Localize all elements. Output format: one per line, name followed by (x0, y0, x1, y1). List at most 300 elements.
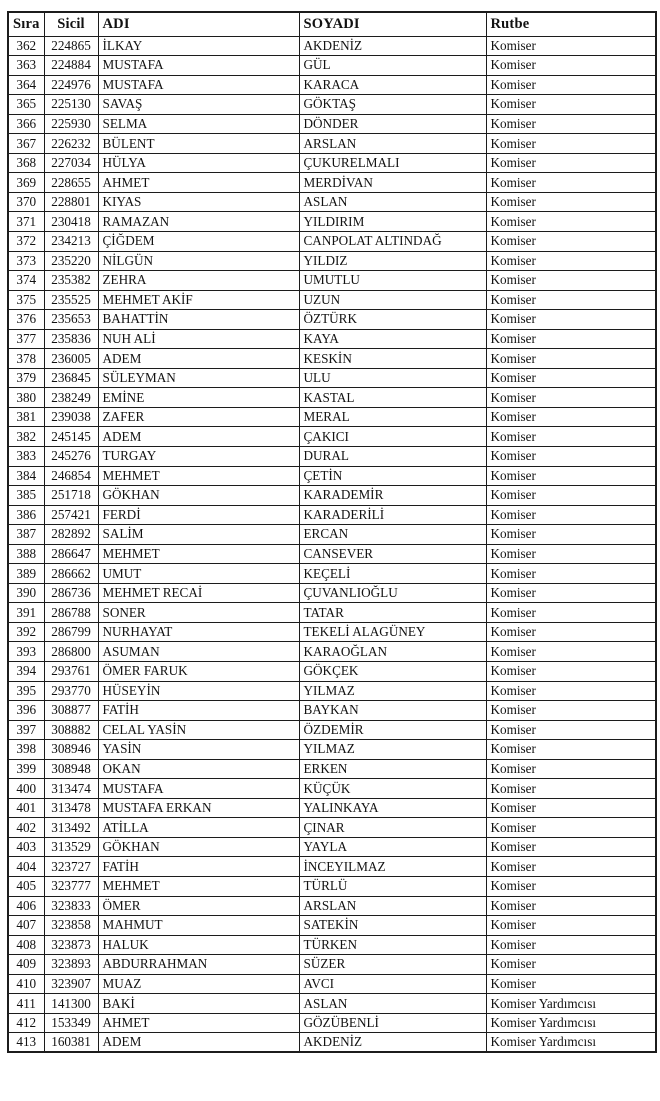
cell-adi: NURHAYAT (98, 622, 299, 642)
table-row (8, 466, 656, 486)
cell-rutbe: Komiser Yardımcısı (486, 1033, 656, 1053)
cell-rutbe: Komiser (486, 251, 656, 271)
cell-sicil: 235525 (44, 290, 98, 310)
cell-rutbe: Komiser (486, 388, 656, 408)
table-row (8, 486, 656, 506)
cell-sicil: 225130 (44, 95, 98, 115)
cell-soyadi: ERKEN (299, 759, 486, 779)
table-row (8, 231, 656, 251)
cell-sicil: 286647 (44, 544, 98, 564)
table-row (8, 251, 656, 271)
cell-adi: ÖMER (98, 896, 299, 916)
cell-soyadi: AKDENİZ (299, 36, 486, 56)
cell-rutbe: Komiser (486, 192, 656, 212)
cell-sicil: 227034 (44, 153, 98, 173)
cell-soyadi: DURAL (299, 446, 486, 466)
cell-adi: UMUT (98, 564, 299, 584)
cell-sira: 372 (8, 231, 44, 251)
cell-rutbe: Komiser (486, 720, 656, 740)
cell-soyadi: ÇUVANLIOĞLU (299, 583, 486, 603)
cell-soyadi: SÜZER (299, 955, 486, 975)
table-row (8, 446, 656, 466)
table-row (8, 1013, 656, 1033)
cell-adi: BÜLENT (98, 134, 299, 154)
column-header-4: Rutbe (486, 12, 656, 36)
table-row (8, 896, 656, 916)
cell-rutbe: Komiser Yardımcısı (486, 994, 656, 1014)
column-header-0: Sıra (8, 12, 44, 36)
cell-sicil: 257421 (44, 505, 98, 525)
table-row (8, 564, 656, 584)
cell-rutbe: Komiser (486, 583, 656, 603)
column-header-2: ADI (98, 12, 299, 36)
cell-adi: SELMA (98, 114, 299, 134)
cell-sira: 399 (8, 759, 44, 779)
cell-sira: 378 (8, 349, 44, 369)
cell-soyadi: CANPOLAT ALTINDAĞ (299, 231, 486, 251)
cell-sicil: 323907 (44, 974, 98, 994)
cell-sira: 366 (8, 114, 44, 134)
cell-adi: SONER (98, 603, 299, 623)
cell-sira: 362 (8, 36, 44, 56)
cell-soyadi: MERAL (299, 407, 486, 427)
cell-soyadi: ÇUKURELMALI (299, 153, 486, 173)
cell-adi: HALUK (98, 935, 299, 955)
cell-sira: 408 (8, 935, 44, 955)
cell-rutbe: Komiser (486, 662, 656, 682)
table-row (8, 388, 656, 408)
cell-rutbe: Komiser (486, 212, 656, 232)
cell-sira: 411 (8, 994, 44, 1014)
cell-rutbe: Komiser (486, 368, 656, 388)
table-row (8, 798, 656, 818)
cell-adi: CELAL YASİN (98, 720, 299, 740)
cell-soyadi: GÜL (299, 56, 486, 76)
table-row (8, 349, 656, 369)
cell-adi: MEHMET (98, 466, 299, 486)
cell-sicil: 236005 (44, 349, 98, 369)
table-row (8, 329, 656, 349)
cell-rutbe: Komiser (486, 407, 656, 427)
cell-rutbe: Komiser (486, 271, 656, 291)
cell-sira: 369 (8, 173, 44, 193)
cell-sira: 380 (8, 388, 44, 408)
cell-adi: GÖKHAN (98, 837, 299, 857)
table-row (8, 114, 656, 134)
cell-soyadi: TATAR (299, 603, 486, 623)
cell-adi: HÜSEYİN (98, 681, 299, 701)
cell-sira: 395 (8, 681, 44, 701)
cell-soyadi: AVCI (299, 974, 486, 994)
cell-soyadi: ERCAN (299, 525, 486, 545)
cell-adi: MUAZ (98, 974, 299, 994)
cell-sicil: 286799 (44, 622, 98, 642)
table-row (8, 310, 656, 330)
cell-rutbe: Komiser (486, 818, 656, 838)
cell-sicil: 245145 (44, 427, 98, 447)
cell-sicil: 286788 (44, 603, 98, 623)
table-row (8, 290, 656, 310)
cell-adi: ZEHRA (98, 271, 299, 291)
cell-soyadi: GÖKTAŞ (299, 95, 486, 115)
cell-adi: MEHMET AKİF (98, 290, 299, 310)
cell-adi: OKAN (98, 759, 299, 779)
cell-rutbe: Komiser (486, 349, 656, 369)
column-header-3: SOYADI (299, 12, 486, 36)
cell-soyadi: KEÇELİ (299, 564, 486, 584)
cell-sira: 390 (8, 583, 44, 603)
cell-adi: ATİLLA (98, 818, 299, 838)
cell-sicil: 230418 (44, 212, 98, 232)
cell-sicil: 246854 (44, 466, 98, 486)
cell-sicil: 308946 (44, 740, 98, 760)
cell-sira: 389 (8, 564, 44, 584)
cell-adi: GÖKHAN (98, 486, 299, 506)
table-row (8, 153, 656, 173)
table-row (8, 407, 656, 427)
cell-sira: 383 (8, 446, 44, 466)
table-row (8, 192, 656, 212)
cell-adi: ADEM (98, 349, 299, 369)
cell-sicil: 308948 (44, 759, 98, 779)
cell-sicil: 245276 (44, 446, 98, 466)
cell-soyadi: SATEKİN (299, 916, 486, 936)
cell-adi: MAHMUT (98, 916, 299, 936)
cell-soyadi: KARACA (299, 75, 486, 95)
personnel-roster-table (7, 11, 657, 1053)
cell-rutbe: Komiser (486, 329, 656, 349)
cell-rutbe: Komiser (486, 505, 656, 525)
cell-soyadi: KAYA (299, 329, 486, 349)
table-row (8, 759, 656, 779)
table-row (8, 271, 656, 291)
cell-adi: SAVAŞ (98, 95, 299, 115)
cell-sicil: 228655 (44, 173, 98, 193)
cell-soyadi: YILMAZ (299, 681, 486, 701)
cell-adi: BAKİ (98, 994, 299, 1014)
table-row (8, 681, 656, 701)
cell-sicil: 313492 (44, 818, 98, 838)
cell-sira: 381 (8, 407, 44, 427)
cell-sicil: 323777 (44, 877, 98, 897)
cell-sicil: 225930 (44, 114, 98, 134)
cell-soyadi: DÖNDER (299, 114, 486, 134)
cell-sira: 363 (8, 56, 44, 76)
cell-rutbe: Komiser (486, 486, 656, 506)
cell-rutbe: Komiser (486, 955, 656, 975)
cell-rutbe: Komiser (486, 759, 656, 779)
cell-sicil: 323858 (44, 916, 98, 936)
cell-adi: ABDURRAHMAN (98, 955, 299, 975)
table-row (8, 56, 656, 76)
cell-adi: RAMAZAN (98, 212, 299, 232)
cell-sira: 404 (8, 857, 44, 877)
cell-soyadi: İNCEYILMAZ (299, 857, 486, 877)
cell-adi: ADEM (98, 1033, 299, 1053)
cell-soyadi: KARAOĞLAN (299, 642, 486, 662)
cell-adi: ÇİĞDEM (98, 231, 299, 251)
table-row (8, 505, 656, 525)
cell-rutbe: Komiser (486, 916, 656, 936)
cell-adi: AHMET (98, 173, 299, 193)
cell-rutbe: Komiser (486, 837, 656, 857)
cell-sira: 370 (8, 192, 44, 212)
cell-sira: 375 (8, 290, 44, 310)
table-row (8, 662, 656, 682)
cell-rutbe: Komiser (486, 681, 656, 701)
table-row (8, 642, 656, 662)
cell-soyadi: TÜRKEN (299, 935, 486, 955)
table-row (8, 935, 656, 955)
cell-sira: 387 (8, 525, 44, 545)
cell-sicil: 308882 (44, 720, 98, 740)
cell-sira: 406 (8, 896, 44, 916)
cell-adi: BAHATTİN (98, 310, 299, 330)
table-row (8, 720, 656, 740)
cell-sicil: 153349 (44, 1013, 98, 1033)
cell-sicil: 236845 (44, 368, 98, 388)
cell-rutbe: Komiser (486, 173, 656, 193)
cell-sira: 401 (8, 798, 44, 818)
cell-adi: ÖMER FARUK (98, 662, 299, 682)
cell-sicil: 160381 (44, 1033, 98, 1053)
cell-rutbe: Komiser (486, 134, 656, 154)
cell-adi: MUSTAFA (98, 56, 299, 76)
cell-soyadi: YALINKAYA (299, 798, 486, 818)
cell-sira: 382 (8, 427, 44, 447)
table-row (8, 740, 656, 760)
cell-sicil: 235836 (44, 329, 98, 349)
cell-sicil: 238249 (44, 388, 98, 408)
cell-adi: SÜLEYMAN (98, 368, 299, 388)
table-row (8, 955, 656, 975)
cell-sira: 400 (8, 779, 44, 799)
cell-rutbe: Komiser (486, 642, 656, 662)
cell-soyadi: ÖZTÜRK (299, 310, 486, 330)
cell-adi: FERDİ (98, 505, 299, 525)
cell-soyadi: ÇETİN (299, 466, 486, 486)
table-row (8, 1033, 656, 1053)
cell-adi: EMİNE (98, 388, 299, 408)
table-row (8, 75, 656, 95)
cell-sicil: 251718 (44, 486, 98, 506)
cell-sicil: 224865 (44, 36, 98, 56)
cell-sira: 388 (8, 544, 44, 564)
cell-sira: 398 (8, 740, 44, 760)
cell-rutbe: Komiser (486, 290, 656, 310)
cell-sira: 391 (8, 603, 44, 623)
cell-soyadi: ARSLAN (299, 896, 486, 916)
cell-adi: TURGAY (98, 446, 299, 466)
cell-sira: 392 (8, 622, 44, 642)
cell-rutbe: Komiser (486, 36, 656, 56)
cell-soyadi: AKDENİZ (299, 1033, 486, 1053)
cell-adi: AHMET (98, 1013, 299, 1033)
cell-sicil: 323833 (44, 896, 98, 916)
cell-soyadi: ÖZDEMİR (299, 720, 486, 740)
cell-soyadi: KASTAL (299, 388, 486, 408)
cell-rutbe: Komiser (486, 974, 656, 994)
cell-adi: SALİM (98, 525, 299, 545)
cell-sicil: 323893 (44, 955, 98, 975)
cell-sira: 393 (8, 642, 44, 662)
cell-sicil: 235220 (44, 251, 98, 271)
cell-rutbe: Komiser (486, 544, 656, 564)
table-row (8, 583, 656, 603)
cell-rutbe: Komiser (486, 896, 656, 916)
cell-sira: 386 (8, 505, 44, 525)
cell-soyadi: GÖKÇEK (299, 662, 486, 682)
cell-rutbe: Komiser (486, 740, 656, 760)
cell-sicil: 286800 (44, 642, 98, 662)
cell-rutbe: Komiser (486, 701, 656, 721)
cell-sira: 396 (8, 701, 44, 721)
cell-soyadi: UMUTLU (299, 271, 486, 291)
cell-sicil: 224976 (44, 75, 98, 95)
cell-soyadi: YILDIZ (299, 251, 486, 271)
cell-sira: 374 (8, 271, 44, 291)
cell-sira: 379 (8, 368, 44, 388)
table-row (8, 857, 656, 877)
cell-sicil: 141300 (44, 994, 98, 1014)
cell-rutbe: Komiser (486, 427, 656, 447)
cell-sira: 367 (8, 134, 44, 154)
cell-sira: 405 (8, 877, 44, 897)
cell-soyadi: UZUN (299, 290, 486, 310)
cell-sira: 377 (8, 329, 44, 349)
cell-soyadi: KÜÇÜK (299, 779, 486, 799)
cell-rutbe: Komiser (486, 798, 656, 818)
cell-rutbe: Komiser (486, 466, 656, 486)
cell-adi: YASİN (98, 740, 299, 760)
cell-rutbe: Komiser (486, 525, 656, 545)
cell-rutbe: Komiser (486, 75, 656, 95)
cell-soyadi: YILMAZ (299, 740, 486, 760)
cell-rutbe: Komiser (486, 153, 656, 173)
cell-sira: 368 (8, 153, 44, 173)
cell-sicil: 224884 (44, 56, 98, 76)
cell-rutbe: Komiser (486, 231, 656, 251)
cell-sicil: 286662 (44, 564, 98, 584)
cell-soyadi: ASLAN (299, 192, 486, 212)
cell-sira: 413 (8, 1033, 44, 1053)
cell-sicil: 313529 (44, 837, 98, 857)
table-row (8, 368, 656, 388)
cell-sira: 410 (8, 974, 44, 994)
cell-sira: 397 (8, 720, 44, 740)
header-row (8, 12, 656, 36)
cell-rutbe: Komiser (486, 779, 656, 799)
cell-rutbe: Komiser (486, 310, 656, 330)
cell-sira: 402 (8, 818, 44, 838)
cell-sicil: 313474 (44, 779, 98, 799)
table-row (8, 974, 656, 994)
cell-soyadi: ASLAN (299, 994, 486, 1014)
cell-rutbe: Komiser (486, 446, 656, 466)
table-row (8, 36, 656, 56)
table-row (8, 818, 656, 838)
cell-sicil: 234213 (44, 231, 98, 251)
cell-sicil: 235382 (44, 271, 98, 291)
cell-adi: MUSTAFA ERKAN (98, 798, 299, 818)
cell-sicil: 323873 (44, 935, 98, 955)
cell-soyadi: BAYKAN (299, 701, 486, 721)
cell-soyadi: GÖZÜBENLİ (299, 1013, 486, 1033)
table-row (8, 916, 656, 936)
table-row (8, 837, 656, 857)
cell-soyadi: KARADERİLİ (299, 505, 486, 525)
cell-sicil: 286736 (44, 583, 98, 603)
cell-sicil: 323727 (44, 857, 98, 877)
cell-adi: İLKAY (98, 36, 299, 56)
cell-soyadi: ARSLAN (299, 134, 486, 154)
table-row (8, 603, 656, 623)
table-row (8, 95, 656, 115)
table-row (8, 701, 656, 721)
cell-rutbe: Komiser (486, 56, 656, 76)
cell-sicil: 226232 (44, 134, 98, 154)
cell-rutbe: Komiser (486, 603, 656, 623)
cell-adi: ADEM (98, 427, 299, 447)
cell-sira: 394 (8, 662, 44, 682)
cell-sira: 384 (8, 466, 44, 486)
cell-soyadi: TÜRLÜ (299, 877, 486, 897)
column-header-1: Sicil (44, 12, 98, 36)
table-row (8, 427, 656, 447)
cell-adi: MEHMET (98, 877, 299, 897)
cell-sicil: 293761 (44, 662, 98, 682)
cell-adi: MUSTAFA (98, 75, 299, 95)
cell-rutbe: Komiser (486, 935, 656, 955)
cell-soyadi: ULU (299, 368, 486, 388)
cell-adi: FATİH (98, 701, 299, 721)
cell-adi: KIYAS (98, 192, 299, 212)
table-row (8, 544, 656, 564)
cell-sicil: 313478 (44, 798, 98, 818)
cell-sira: 409 (8, 955, 44, 975)
cell-adi: MEHMET RECAİ (98, 583, 299, 603)
table-row (8, 994, 656, 1014)
cell-sira: 412 (8, 1013, 44, 1033)
cell-rutbe: Komiser (486, 95, 656, 115)
cell-soyadi: ÇAKICI (299, 427, 486, 447)
cell-soyadi: TEKELİ ALAGÜNEY (299, 622, 486, 642)
roster-table-body (8, 36, 656, 1052)
cell-soyadi: YILDIRIM (299, 212, 486, 232)
cell-soyadi: YAYLA (299, 837, 486, 857)
cell-adi: FATİH (98, 857, 299, 877)
table-row (8, 173, 656, 193)
cell-soyadi: KESKİN (299, 349, 486, 369)
table-row (8, 877, 656, 897)
cell-sira: 385 (8, 486, 44, 506)
cell-sicil: 235653 (44, 310, 98, 330)
cell-sira: 373 (8, 251, 44, 271)
cell-soyadi: KARADEMİR (299, 486, 486, 506)
cell-sira: 407 (8, 916, 44, 936)
cell-sicil: 308877 (44, 701, 98, 721)
cell-sicil: 293770 (44, 681, 98, 701)
cell-adi: NUH ALİ (98, 329, 299, 349)
cell-sira: 364 (8, 75, 44, 95)
table-row (8, 779, 656, 799)
cell-adi: ASUMAN (98, 642, 299, 662)
cell-rutbe: Komiser (486, 857, 656, 877)
table-row (8, 134, 656, 154)
table-row (8, 525, 656, 545)
cell-adi: MEHMET (98, 544, 299, 564)
cell-rutbe: Komiser Yardımcısı (486, 1013, 656, 1033)
